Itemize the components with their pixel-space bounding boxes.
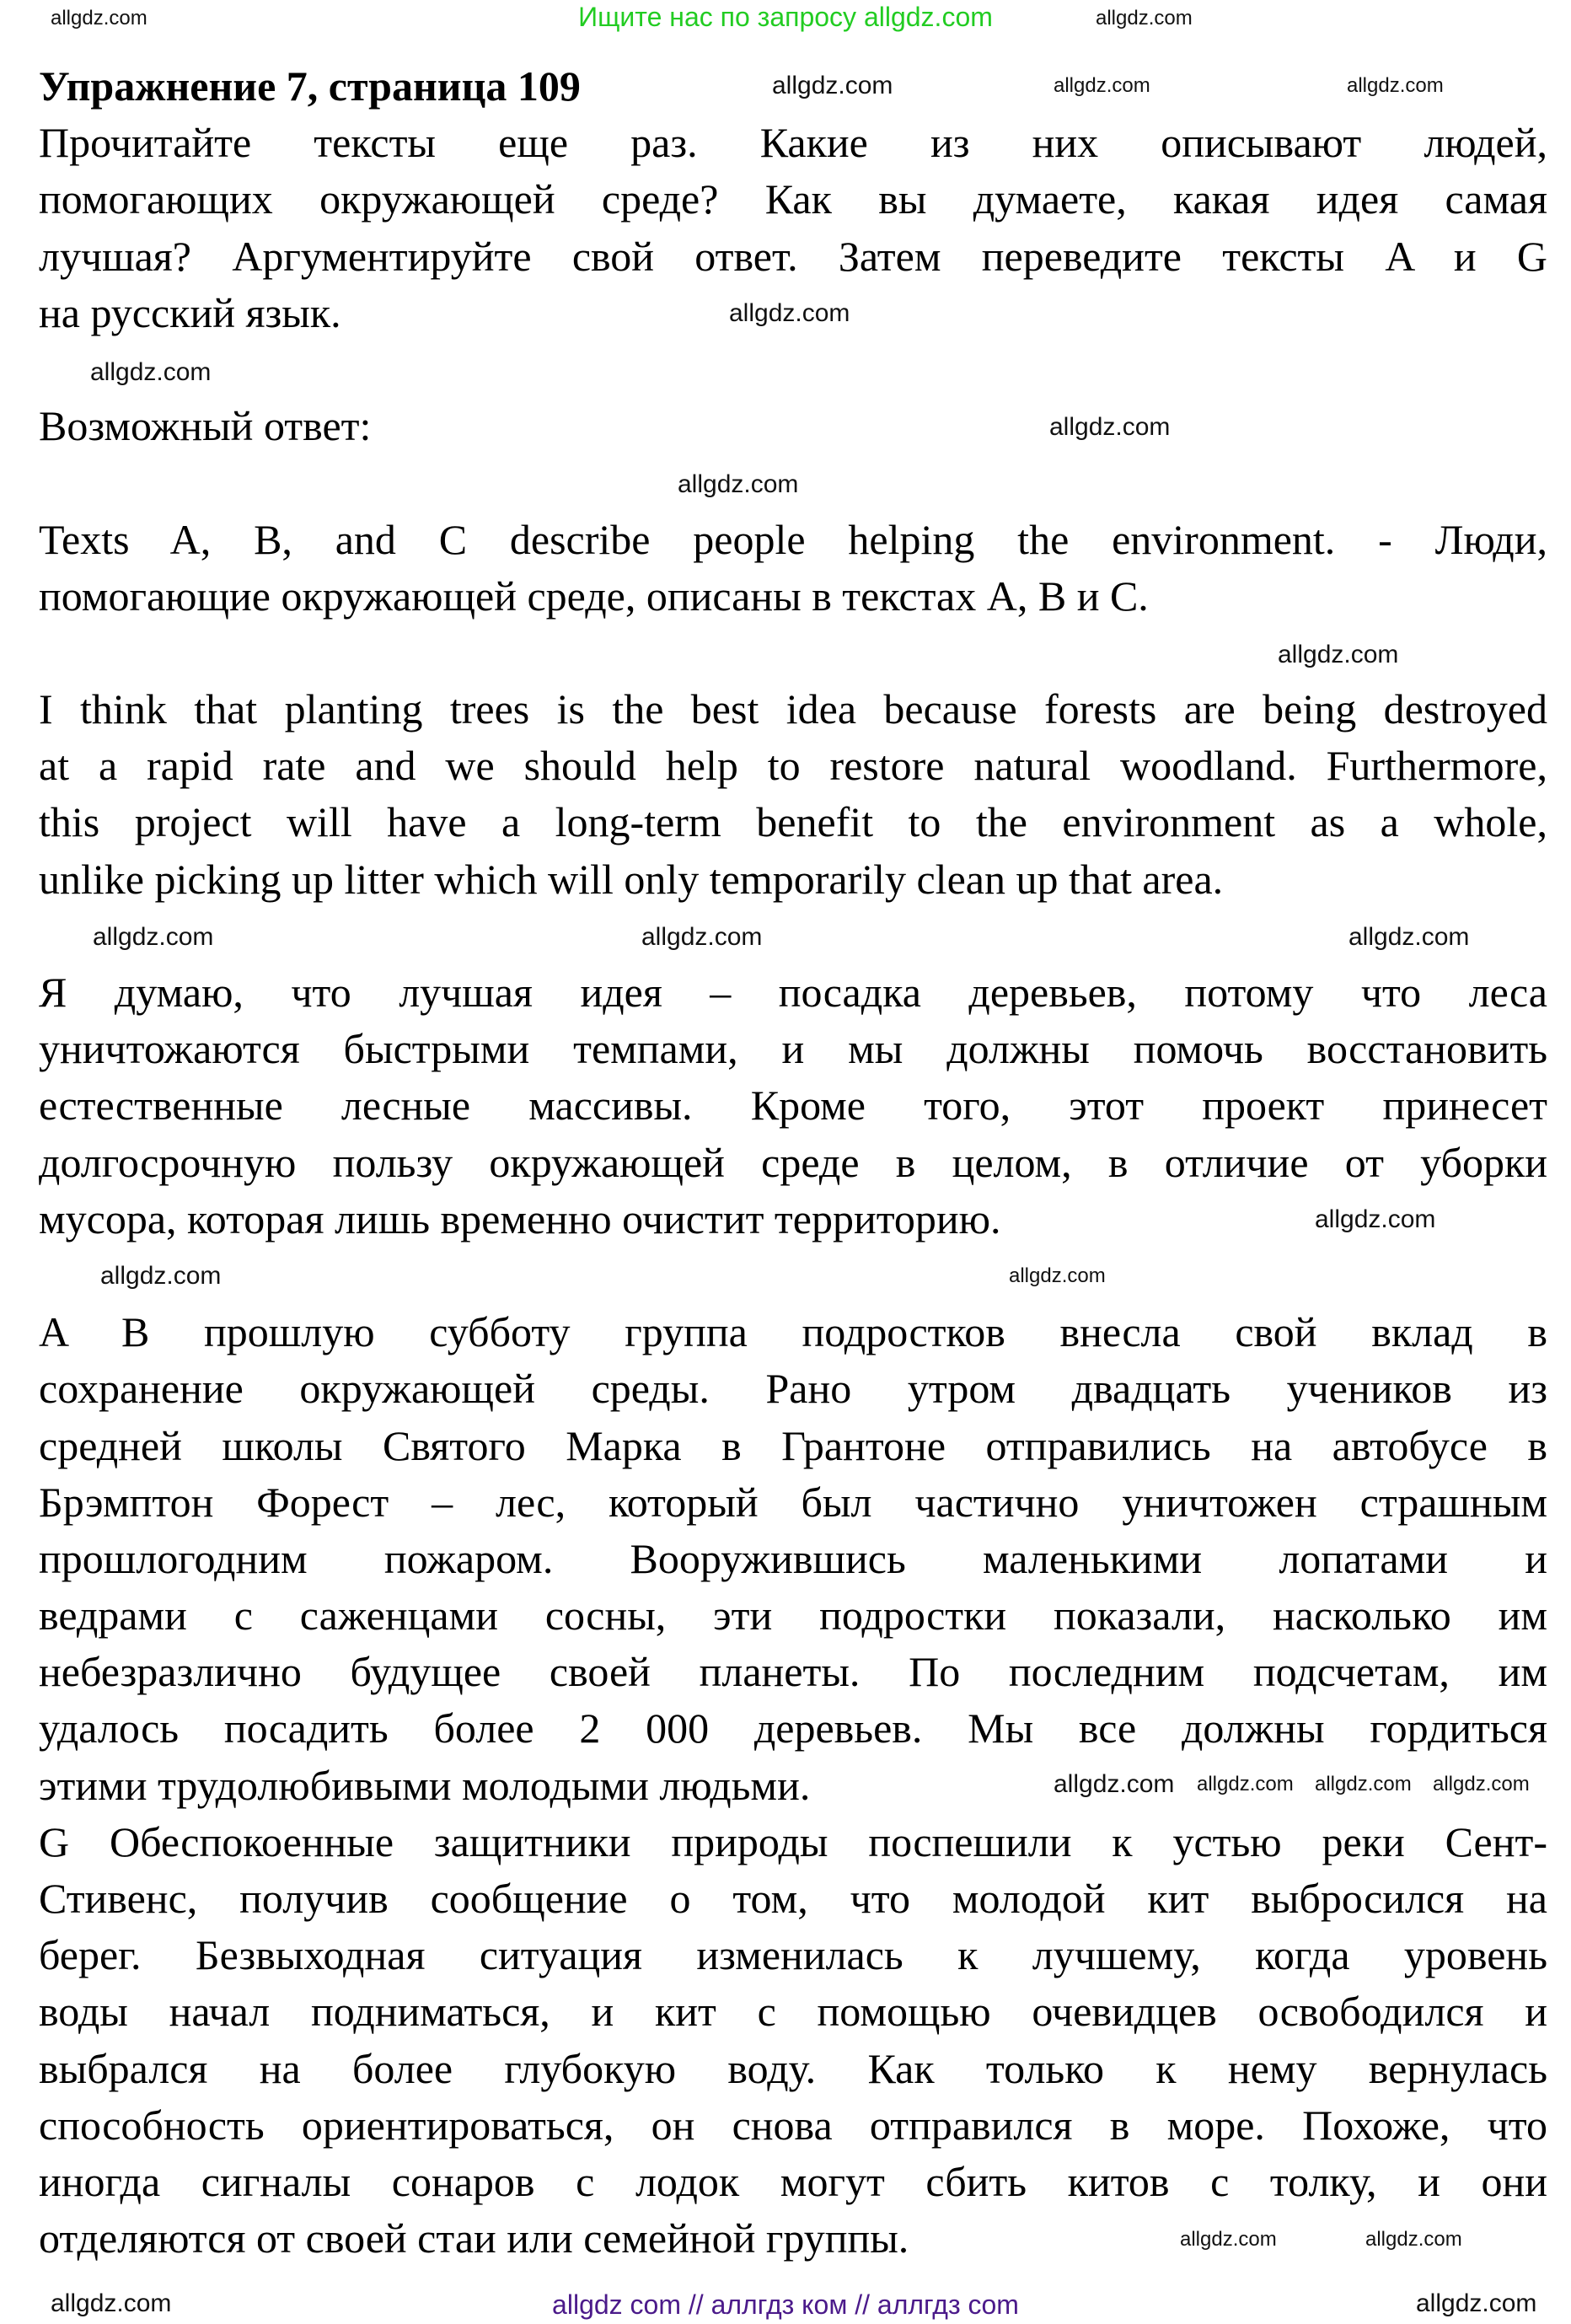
text-line-content: Я думаю, что лучшая идея – посадка деревьев, потому что леса: [39, 969, 1547, 1016]
paragraph-text-g: [39, 1814, 1547, 2268]
text-line-content: небезразлично будущее своей планеты. По последним подсчетам, им: [39, 1648, 1547, 1696]
text-line-content: удалось посадить более 2 000 деревьев. Мы все должны гордиться: [39, 1704, 1547, 1752]
watermark: allgdz.com: [678, 470, 799, 498]
text-line: [39, 1644, 1547, 1700]
text-line: [39, 851, 1223, 908]
text-line-content: this project will have a long-term benefit to the environment as a whole,: [39, 798, 1547, 846]
watermark: allgdz.com: [1278, 641, 1399, 668]
bottom-banner: [0, 2289, 1571, 2321]
watermark: allgdz.com: [1054, 1770, 1175, 1798]
paragraph-text-a: [39, 1304, 1547, 1814]
page-title: [39, 58, 581, 115]
text-line-content: Прочитайте тексты еще раз. Какие из них описывают людей,: [39, 119, 1547, 167]
paragraph-english: [39, 681, 1547, 908]
text-line: [39, 1304, 1547, 1361]
watermark: allgdz.com: [93, 923, 214, 951]
text-line-content: естественные лесные массивы. Кроме того, этот проект принесет: [39, 1081, 1547, 1130]
text-line: [39, 512, 1547, 568]
text-line-content: иногда сигналы сонаров с лодок могут сбить китов с толку, и они: [39, 2157, 1547, 2205]
text-line-content: I think that planting trees is the best idea because forests are being destroyed: [39, 685, 1547, 733]
answer-label-text: Возможный ответ:: [39, 402, 372, 450]
text-line: [39, 1814, 1547, 1870]
text-line-content: помогающие окружающей среде, описаны в текстах A, B и C.: [39, 572, 1149, 620]
text-line-content: A В прошлую субботу группа подростков внесла свой вклад в: [39, 1308, 1547, 1356]
top-banner: [0, 2, 1571, 33]
text-line-content: способность ориентироваться, он снова отправился в море. Похоже, что: [39, 2101, 1547, 2149]
top-banner-text: Ищите нас по запросу allgdz.com: [578, 2, 993, 32]
text-line-content: Брэмптон Форест – лес, который был частично уничтожен страшным: [39, 1478, 1547, 1526]
text-line-content: помогающих окружающей среде? Как вы думаете, какая идея самая: [39, 175, 1547, 223]
text-line-content: ведрами с саженцами сосны, эти подростки показали, насколько им: [39, 1591, 1547, 1640]
watermark: allgdz.com: [1049, 413, 1171, 441]
text-line: [39, 115, 1547, 171]
watermark: allgdz.com: [1347, 74, 1444, 97]
text-line: [39, 1531, 1547, 1587]
text-line: [39, 1474, 1547, 1531]
watermark: allgdz.com: [1197, 1773, 1294, 1795]
text-line-content: берег. Безвыходная ситуация изменилась к лучшему, когда уровень: [39, 1931, 1547, 1979]
watermark: allgdz.com: [51, 2289, 172, 2317]
text-line: [39, 1135, 1547, 1191]
watermark: allgdz.com: [1433, 1773, 1530, 1795]
text-line-content: этими трудолюбивыми молодыми людьми.: [39, 1761, 811, 1809]
text-line: [39, 794, 1547, 851]
watermark: allgdz.com: [1365, 2228, 1462, 2251]
watermark: allgdz.com: [729, 299, 850, 327]
text-line-content: средней школы Святого Марка в Грантоне отправились на автобусе в: [39, 1421, 1547, 1469]
page-title-text: Упражнение 7, страница 109: [39, 62, 581, 110]
text-line-content: Стивенс, получив сообщение о том, что молодой кит выбросился на: [39, 1875, 1547, 1922]
text-line: [39, 228, 1547, 285]
text-line: [39, 1361, 1547, 1417]
text-line-content: Texts A, B, and C describe people helping the environment. - Люди,: [39, 515, 1547, 563]
text-line: [39, 964, 1547, 1021]
watermark: allgdz.com: [51, 7, 147, 30]
text-line: [39, 285, 341, 341]
text-line: [39, 2210, 909, 2267]
watermark: allgdz.com: [772, 72, 893, 99]
text-line-content: долгосрочную пользу окружающей среде в целом, в отличие от уборки: [39, 1138, 1547, 1186]
text-line-content: сохранение окружающей среды. Рано утром двадцать учеников из: [39, 1365, 1547, 1413]
watermark: allgdz.com: [1009, 1264, 1106, 1287]
text-line: [39, 1077, 1547, 1134]
watermark: allgdz.com: [1096, 7, 1193, 30]
text-line: [39, 1191, 1001, 1248]
text-line-content: уничтожаются быстрыми темпами, и мы должны помочь восстановить: [39, 1025, 1547, 1073]
text-line: [39, 1927, 1547, 1983]
watermark: allgdz.com: [1416, 2289, 1537, 2317]
watermark: allgdz.com: [1180, 2228, 1277, 2251]
text-line-content: выбрался на более глубокую воду. Как только к нему вернулась: [39, 2044, 1547, 2092]
paragraph-texts: [39, 512, 1547, 625]
text-line: [39, 1870, 1547, 1927]
text-line-content: лучшая? Аргументируйте свой ответ. Затем переведите тексты A и G: [39, 232, 1547, 280]
text-line: [39, 738, 1547, 794]
text-line: [39, 2097, 1547, 2154]
text-line: [39, 2154, 1547, 2210]
text-line: [39, 1418, 1547, 1474]
watermark: allgdz.com: [1348, 923, 1470, 951]
text-line: [39, 1758, 810, 1814]
text-line-content: воды начал подниматься, и кит с помощью очевидцев освободился и: [39, 1988, 1547, 2036]
watermark: allgdz.com: [100, 1262, 222, 1290]
text-line: [39, 171, 1547, 228]
watermark: allgdz.com: [641, 923, 763, 951]
text-line: [39, 2041, 1547, 2097]
watermark: allgdz.com: [1054, 74, 1150, 97]
text-line: [39, 681, 1547, 738]
text-line-content: unlike picking up litter which will only temporarily clean up that area.: [39, 855, 1224, 903]
text-line-content: at a rapid rate and we should help to restore natural woodland. Furthermore,: [39, 742, 1547, 790]
text-line: [39, 568, 1149, 625]
watermark: allgdz.com: [90, 358, 212, 386]
document-body: [39, 58, 1547, 2267]
text-line: [39, 1587, 1547, 1644]
text-line-content: G Обеспокоенные защитники природы поспешили к устью реки Сент-: [39, 1817, 1547, 1865]
text-line-content: на русский язык.: [39, 288, 341, 336]
watermark: allgdz.com: [1315, 1773, 1412, 1795]
text-line: [39, 1700, 1547, 1757]
text-line-content: прошлогодним пожаром. Вооружившись маленькими лопатами и: [39, 1534, 1547, 1582]
text-line: [39, 1021, 1547, 1077]
text-line: [39, 1983, 1547, 2040]
answer-label: [39, 398, 371, 454]
bottom-banner-text: allgdz com // аллгдз ком // аллгдз com: [552, 2289, 1019, 2320]
text-line-content: мусора, которая лишь временно очистит территорию.: [39, 1194, 1001, 1243]
watermark: allgdz.com: [1315, 1205, 1436, 1233]
text-line-content: отделяются от своей стаи или семейной группы.: [39, 2214, 909, 2262]
